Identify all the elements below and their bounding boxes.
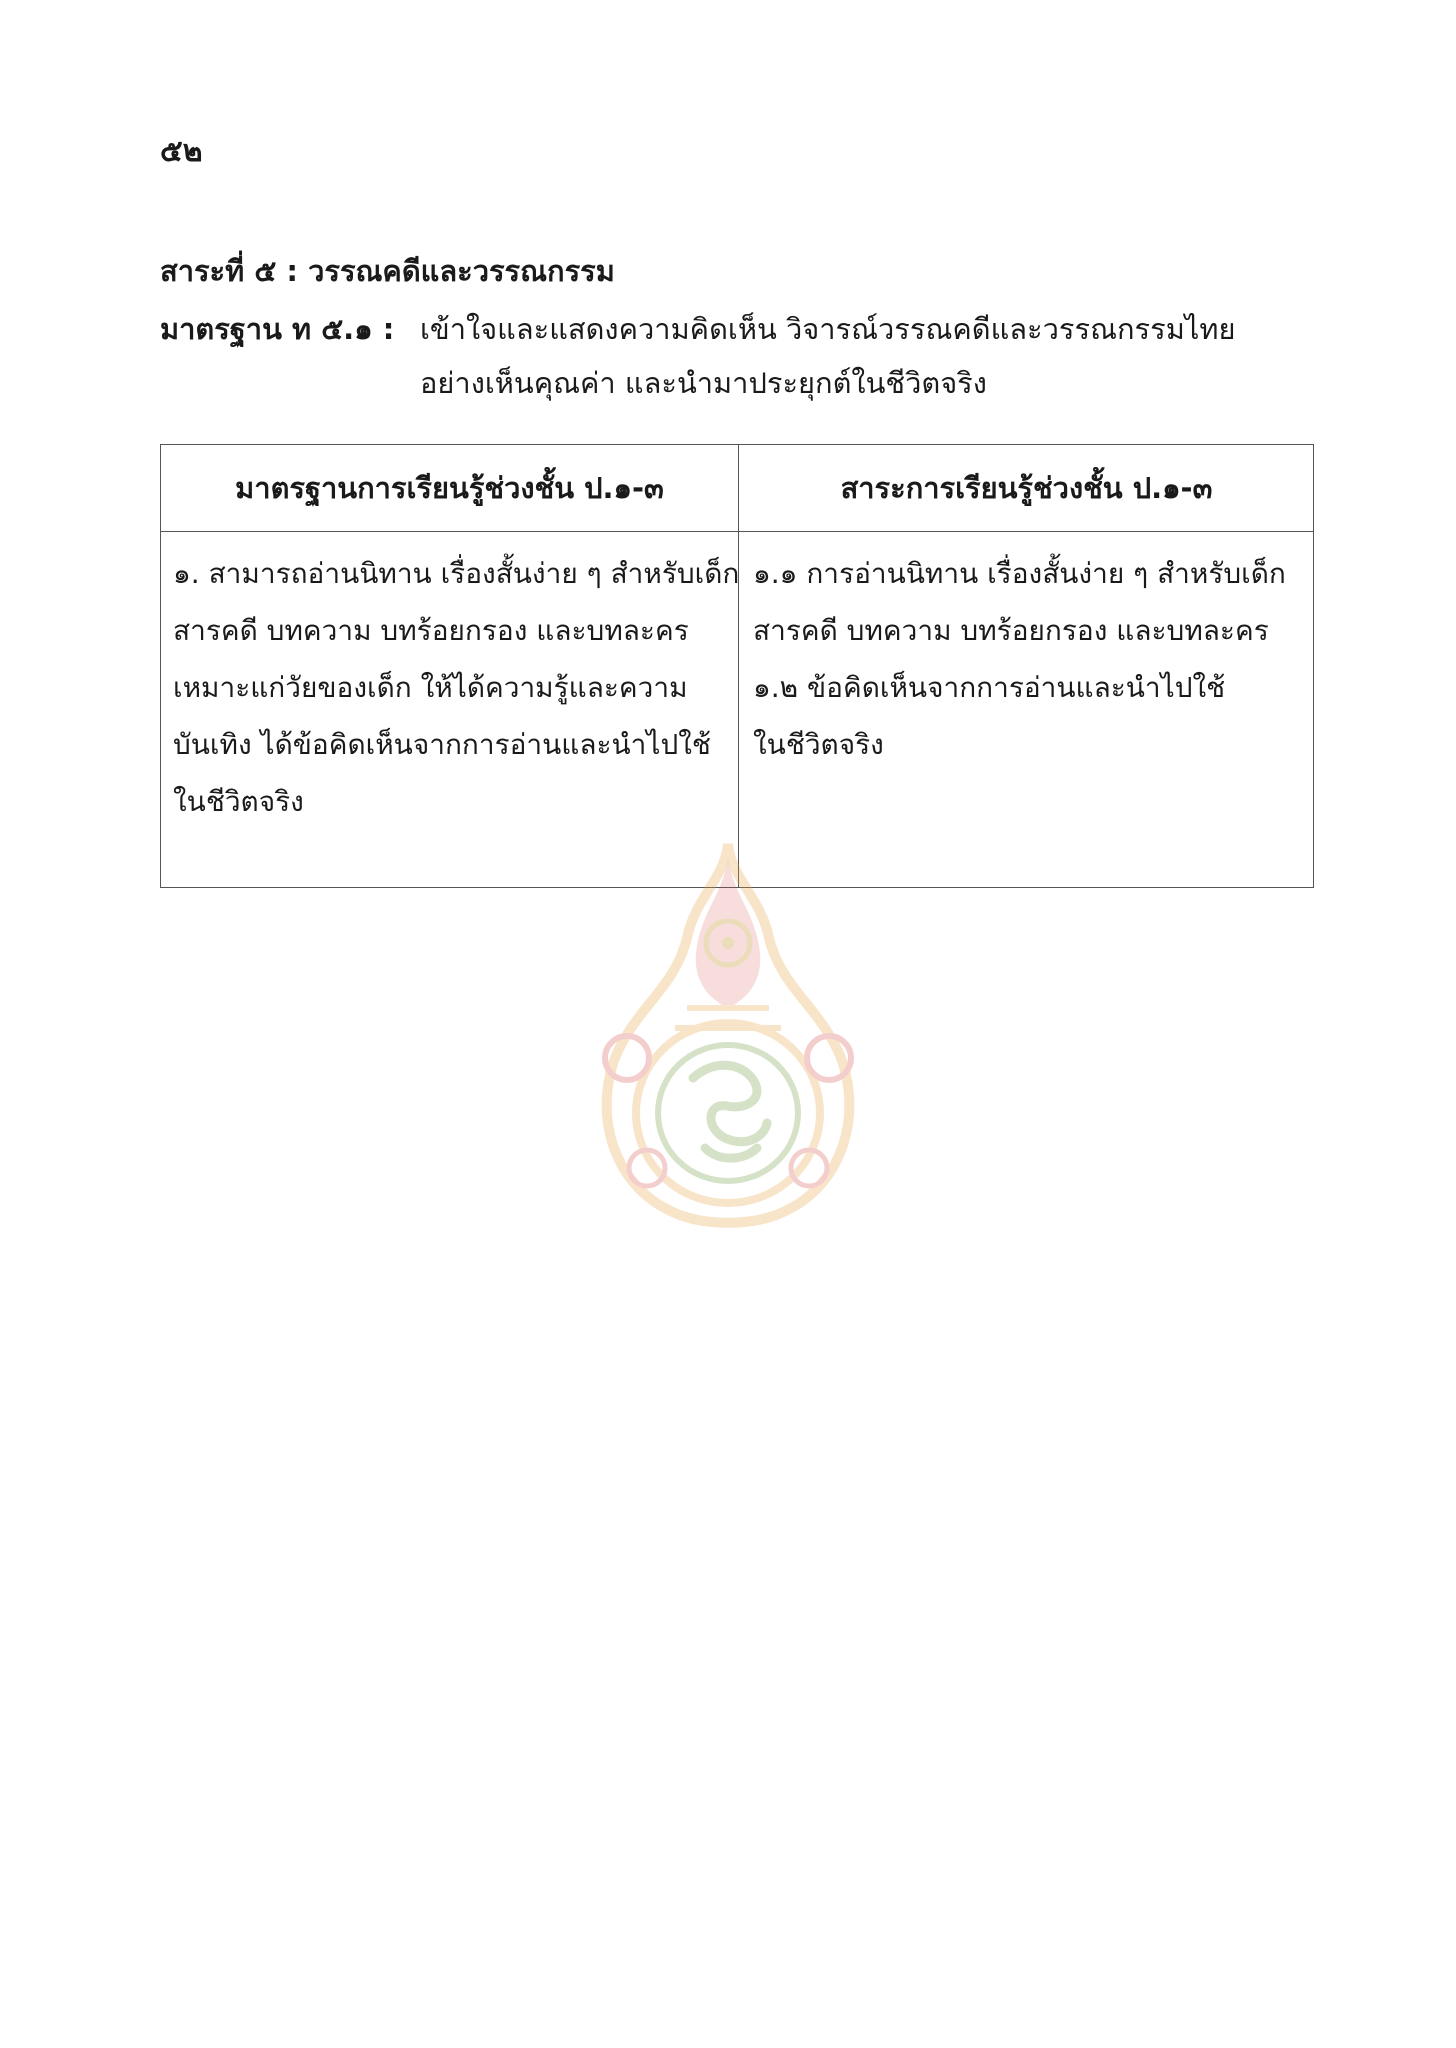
standard-label: มาตรฐาน ท ๕.๑ : — [160, 312, 395, 346]
cell-line: สารคดี บทความ บทร้อยกรอง และบทละคร — [753, 614, 1269, 647]
cell-line: บันเทิง ได้ข้อคิดเห็นจากการอ่านและนำไปใช้ — [173, 728, 711, 761]
seal-flame — [696, 858, 761, 1008]
standard-line: เข้าใจและแสดงความคิดเห็น วิจารณ์วรรณคดีและวรรณกรรมไทย — [420, 312, 1236, 346]
standard-text — [420, 302, 1320, 410]
cell-line: ๑. สามารถอ่านนิทาน เรื่องสั้นง่าย ๆ สำหรับเด็ก — [173, 557, 740, 590]
table-header-standards: มาตรฐานการเรียนรู้ช่วงชั้น ป.๑-๓ — [235, 471, 664, 505]
table-cell-content — [753, 545, 1308, 773]
cell-line: ๑.๑ การอ่านนิทาน เรื่องสั้นง่าย ๆ สำหรับเด็ก — [753, 557, 1286, 590]
standard-line: อย่างเห็นคุณค่า และนำมาประยุกต์ในชีวิตจริง — [420, 366, 987, 400]
office-seal-icon — [575, 838, 881, 1230]
header-divider — [161, 531, 1313, 532]
section-heading: สาระที่ ๕ : วรรณคดีและวรรณกรรม — [160, 254, 615, 288]
standards-table — [160, 444, 1314, 888]
cell-line: ๑.๒ ข้อคิดเห็นจากการอ่านและนำไปใช้ — [753, 671, 1226, 704]
cell-line: สารคดี บทความ บทร้อยกรอง และบทละคร — [173, 614, 689, 647]
cell-line: เหมาะแก่วัยของเด็ก ให้ได้ความรู้และความ — [173, 671, 688, 704]
seal-monogram — [693, 1065, 767, 1158]
cell-line: ในชีวิตจริง — [173, 785, 304, 818]
cell-line: ในชีวิตจริง — [753, 728, 884, 761]
page-number: ๕๒ — [160, 134, 203, 169]
table-header-content: สาระการเรียนรู้ช่วงชั้น ป.๑-๓ — [840, 471, 1213, 505]
table-cell-standards — [173, 545, 740, 830]
